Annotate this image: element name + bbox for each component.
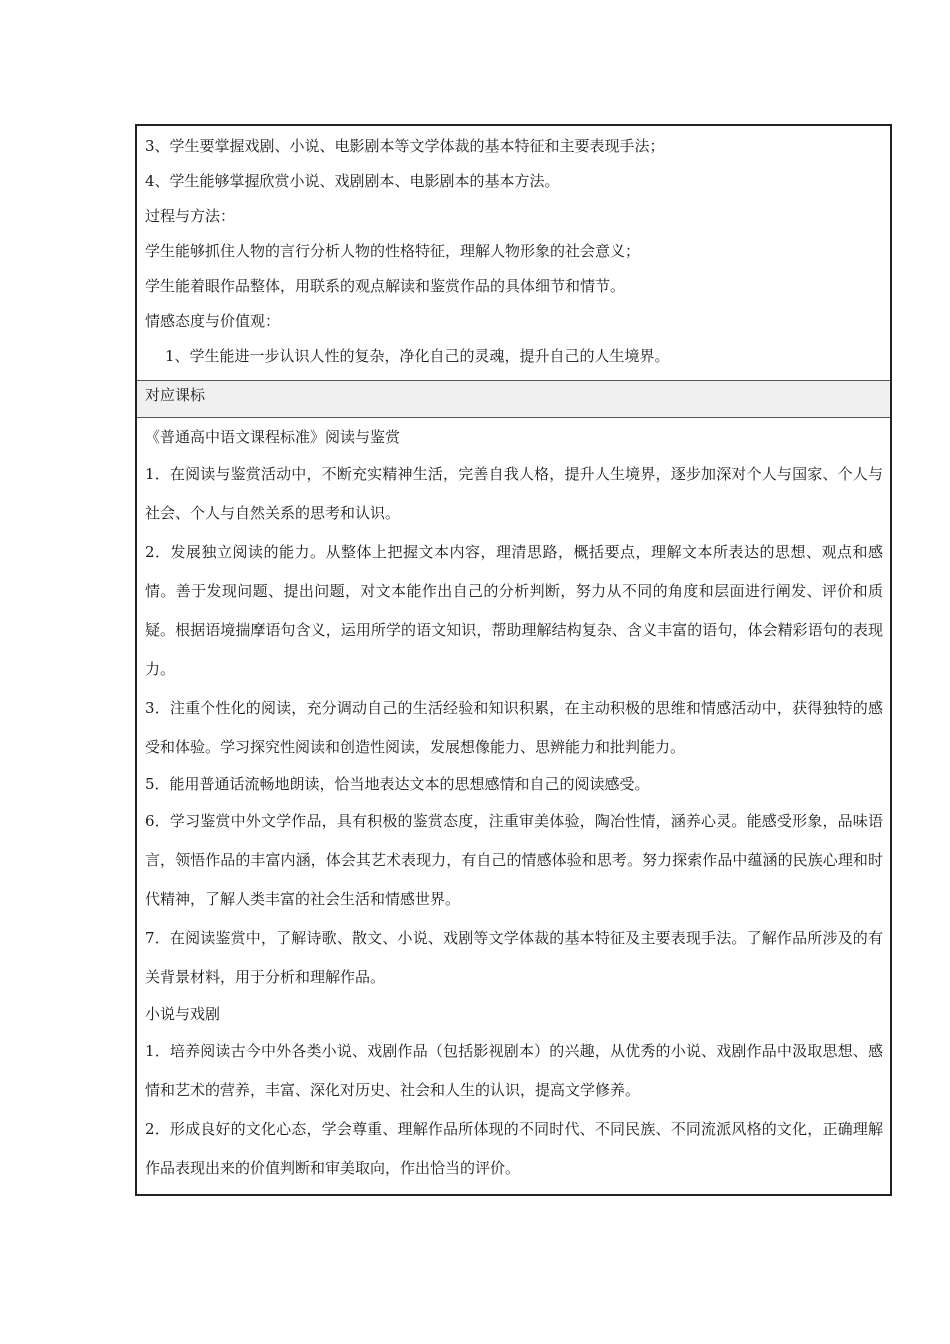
teaching-goals-section: [137, 126, 890, 380]
process-item: 学生能着眼作品整体，用联系的观点解读和鉴赏作品的具体细节和情节。: [145, 277, 626, 295]
standards-header: 对应课标: [137, 380, 890, 418]
novel-drama-item: 2．形成良好的文化心态，学会尊重、理解作品所体现的不同时代、不同民族、不同流派风格的文化，正确理解作品表现出来的价值判断和审美取向，作出恰当的评价。: [145, 1120, 883, 1177]
standards-title: 《普通高中语文课程标准》阅读与鉴赏: [145, 428, 401, 446]
novel-drama-item: 1．培养阅读古今中外各类小说、戏剧作品（包括影视剧本）的兴趣，从优秀的小说、戏剧作品中汲取思想、感情和艺术的营养，丰富、深化对历史、社会和人生的认识，提高文学修养。: [145, 1042, 883, 1099]
process-item: 学生能够抓住人物的言行分析人物的性格特征，理解人物形象的社会意义；: [145, 242, 641, 260]
process-heading: 过程与方法：: [145, 207, 236, 225]
goal-item: 3、学生要掌握戏剧、小说、电影剧本等文学体裁的基本特征和主要表现手法；: [145, 137, 665, 155]
attitude-item: 1、学生能进一步认识人性的复杂，净化自己的灵魂，提升自己的人生境界。: [165, 347, 670, 365]
standard-item: 1．在阅读与鉴赏活动中，不断充实精神生活，完善自我人格，提升人生境界，逐步加深对个人与国家、个人与社会、个人与自然关系的思考和认识。: [145, 465, 883, 522]
attitude-heading: 情感态度与价值观：: [145, 312, 281, 330]
standard-item: 3．注重个性化的阅读，充分调动自己的生活经验和知识积累，在主动积极的思维和情感活动中，获得独特的感受和体验。学习探究性阅读和创造性阅读，发展想像能力、思辨能力和批判能力。: [145, 699, 883, 756]
goal-item: 4、学生能够掌握欣赏小说、戏剧剧本、电影剧本的基本方法。: [145, 172, 560, 190]
lesson-plan-table: [135, 124, 892, 1196]
novel-drama-heading: 小说与戏剧: [145, 1005, 221, 1023]
standards-section: [137, 418, 890, 1194]
standard-item: 6．学习鉴赏中外文学作品，具有积极的鉴赏态度，注重审美体验，陶冶性情，涵养心灵。能感受形象，品味语言，领悟作品的丰富内涵，体会其艺术表现力，有自己的情感体验和思考。努力探索作品中蕴涵的民族心理和时代精神，了解人类丰富的社会生活和情感世界。: [145, 812, 883, 908]
standard-item: 2．发展独立阅读的能力。从整体上把握文本内容，理清思路，概括要点，理解文本所表达的思想、观点和感情。善于发现问题、提出问题，对文本能作出自己的分析判断，努力从不同的角度和层面进行阐发、评价和质疑。根据语境揣摩语句含义，运用所学的语文知识，帮助理解结构复杂、含义丰富的语句，体会精彩语句的表现力。: [145, 543, 883, 678]
standard-item: 7．在阅读鉴赏中，了解诗歌、散文、小说、戏剧等文学体裁的基本特征及主要表现手法。了解作品所涉及的有关背景材料，用于分析和理解作品。: [145, 929, 883, 986]
standard-item: 5．能用普通话流畅地朗读，恰当地表达文本的思想感情和自己的阅读感受。: [145, 775, 650, 793]
